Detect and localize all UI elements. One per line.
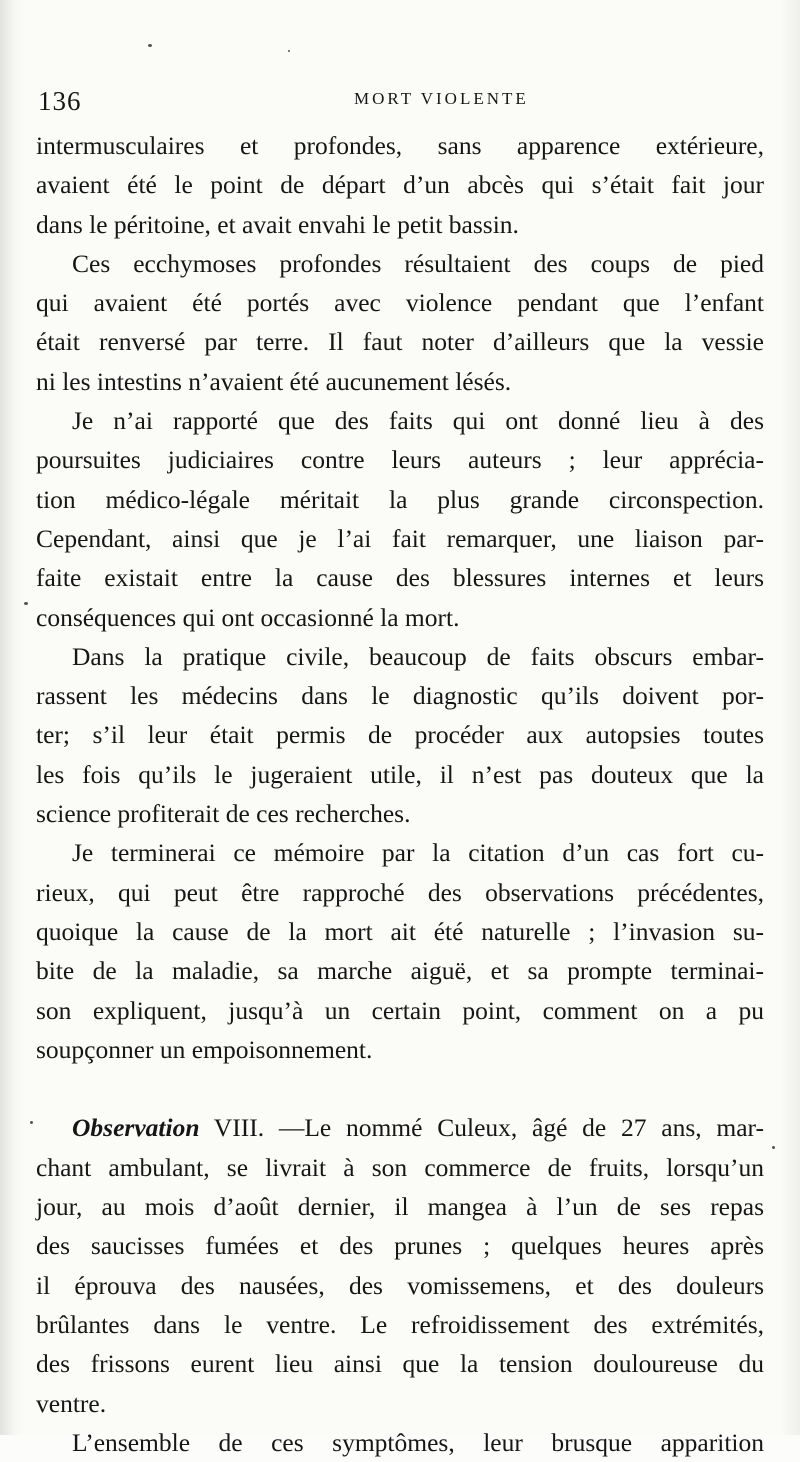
text-line: ter; s’il leur était permis de procéder aux autopsies toutes: [36, 720, 764, 750]
text-line: Je n’ai rapporté que des faits qui ont donné lieu à des: [72, 406, 764, 436]
text-line: était renversé par terre. Il faut noter d’ailleurs que la vessie: [36, 327, 764, 357]
text-line: ni les intestins n’avaient été aucunement lésés.: [36, 366, 512, 396]
running-head: MORT VIOLENTE: [354, 89, 529, 108]
text-line: rieux, qui peut être rapproché des observations précédentes,: [36, 877, 764, 907]
text-line: L’ensemble de ces symptômes, leur brusque apparition: [72, 1427, 764, 1457]
text-line: chant ambulant, se livrait à son commerce de fruits, lorsqu’un: [36, 1152, 764, 1182]
text-line: rassent les médecins dans le diagnostic qu’ils doivent por-: [36, 681, 764, 711]
text-line: avaient été le point de départ d’un abcès qui s’était fait jour: [36, 170, 764, 200]
text-line: les fois qu’ils le jugeraient utile, il n’est pas douteux que la: [36, 759, 764, 789]
text-line: Cependant, ainsi que je l’ai fait remarquer, une liaison par-: [36, 523, 764, 553]
text-line: des saucisses fumées et des prunes ; quelques heures après: [36, 1231, 764, 1261]
page-number: 136: [38, 86, 82, 116]
body-text: [36, 126, 764, 1462]
ink-speck: [24, 602, 28, 605]
text-line: ventre.: [36, 1388, 107, 1418]
text-line: quoique la cause de la mort ait été naturelle ; l’invasion su-: [36, 916, 764, 946]
ink-speck: [148, 44, 152, 47]
text-line: qui avaient été portés avec violence pendant que l’enfant: [36, 288, 764, 318]
text-line: poursuites judiciaires contre leurs auteurs ; leur apprécia-: [36, 445, 764, 475]
text-line: des frissons eurent lieu ainsi que la tension douloureuse du: [36, 1349, 764, 1379]
text-line: faite existait entre la cause des blessures internes et leurs: [36, 563, 764, 593]
page-header: [38, 86, 764, 120]
ink-speck: [288, 50, 290, 52]
text-line: intermusculaires et profondes, sans apparence extérieure,: [36, 131, 764, 160]
text-line: tion médico-légale méritait la plus grande circonspection.: [36, 484, 764, 514]
text-line: conséquences qui ont occasionné la mort.: [36, 602, 460, 632]
text-line: il éprouva des nausées, des vomissemens, et des douleurs: [36, 1270, 764, 1300]
text-line: bite de la maladie, sa marche aiguë, et sa prompte terminai-: [36, 956, 764, 986]
text-line: jour, au mois d’août dernier, il mangea à l’un de ses repas: [36, 1192, 764, 1222]
text-line: Ces ecchymoses profondes résultaient des coups de pied: [72, 248, 764, 278]
observation-heading-line: [36, 1108, 764, 1147]
observation-label: Observation: [72, 1113, 200, 1143]
text-line: soupçonner un empoisonnement.: [36, 1034, 373, 1064]
text-line: Je terminerai ce mémoire par la citation d’un cas fort cu-: [72, 838, 764, 868]
ink-speck: [30, 1121, 33, 1124]
text-line: son expliquent, jusqu’à un certain point, comment on a pu: [36, 995, 764, 1025]
ink-speck: [772, 1146, 775, 1149]
text-line: brûlantes dans le ventre. Le refroidissement des extrémités,: [36, 1309, 764, 1339]
observation-first-line: VIII. —Le nommé Culeux, âgé de 27 ans, mar-: [199, 1113, 764, 1143]
paragraph-gap: [36, 1069, 764, 1108]
text-line: science profiterait de ces recherches.: [36, 799, 411, 829]
text-line: Dans la pratique civile, beaucoup de faits obscurs embar-: [72, 641, 764, 671]
text-line: dans le péritoine, et avait envahi le petit bassin.: [36, 209, 519, 239]
